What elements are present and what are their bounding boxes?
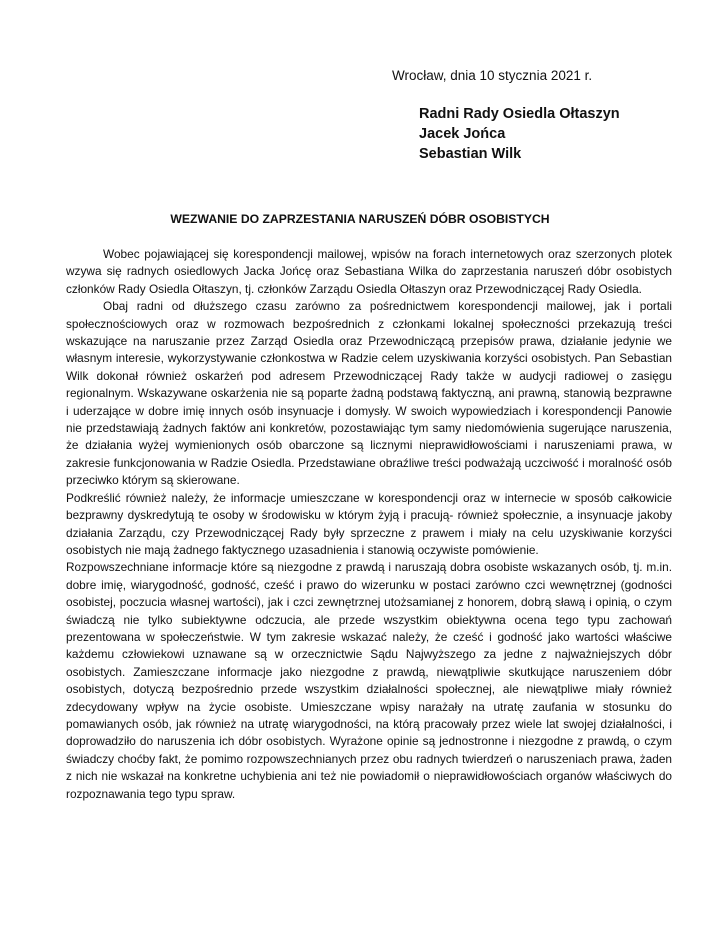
date-line: Wrocław, dnia 10 stycznia 2021 r. bbox=[392, 68, 593, 83]
body-paragraph-2: Obaj radni od dłuższego czasu zarówno za pośrednictwem korespondencji mailowej, jak i portali społecznościowych oraz w rozmowach bezpośrednich z członkami lokalnej społeczności przekazują treści wskazujące na naruszanie przez Zarząd Osiedla oraz Przewodniczącą przepisów prawa, działanie jedynie we własnym interesie, wykorzystywanie członkostwa w Radzie celem uzyskiwania korzyści osobistych. Pan Sebastian Wilk dokonał również oskarżeń pod adresem Przewodniczącej Rady także w audycji radiowej o zasięgu regionalnym. Wskazywane oskarżenia nie są poparte żadną podstawą faktyczną, ani prawną, stanowią bezprawne i uderzające w dobre imię innych osób insynuacje i domysły. W swoich wypowiedziach i korespondencji Panowie nie przedstawiają żadnych faktów ani konkretów, pozostawiając tym samy niedomówienia sugerujące naruszenia, że działania wyżej wymienionych osób obarczone są licznymi nieprawidłowościami i naruszeniami prawa, w zakresie funkcjonowania w Radzie Osiedla. Przedstawiane obraźliwe treści podważają uczciwość i moralność osób przeciwko którym są skierowane. bbox=[66, 299, 672, 488]
recipient-sebastian-wilk: Sebastian Wilk bbox=[419, 146, 522, 162]
letter-body bbox=[66, 246, 672, 803]
body-paragraph-3: Podkreślić również należy, że informacje umieszczane w korespondencji oraz w internecie w sposób całkowicie bezprawny dyskredytują te osoby w środowisku w którym żyją i pracują- również społecznie, a insynuacje jakoby działania Zarządu, czy Przewodniczącej Rady były sprzeczne z prawem i miały na celu uzyskiwanie korzyści osobistych nie mają żadnego faktycznego uzasadnienia i stanowią oczywiste pomówienie. bbox=[66, 490, 672, 557]
letter-title: WEZWANIE DO ZAPRZESTANIA NARUSZEŃ DÓBR OSOBISTYCH bbox=[170, 212, 550, 226]
recipient-jacek-jonca: Jacek Jońca bbox=[419, 126, 506, 142]
body-paragraph-1: Wobec pojawiającej się korespondencji mailowej, wpisów na forach internetowych oraz szerzonych plotek wzywa się radnych osiedlowych Jacka Jońcę oraz Sebastiana Wilka do zaprzestania naruszeń dóbr osobistych członków Rady Osiedla Ołtaszyn, tj. członków Zarządu Osiedla Ołtaszyn oraz Przewodniczącej Rady Osiedla. bbox=[66, 247, 672, 296]
recipient-council: Radni Rady Osiedla Ołtaszyn bbox=[419, 106, 620, 122]
recipients-block bbox=[419, 104, 620, 164]
body-paragraph-4: Rozpowszechniane informacje które są niezgodne z prawdą i naruszają dobra osobiste wskazanych osób, tj. m.in. dobre imię, wiarygodność, godność, cześć i prawo do wizerunku w postaci zarówno czci wewnętrznej (godności osobistej, poczucia własnej wartości), jak i czci zewnętrznej utożsamianej z honorem, dobrą sławą i opinią, o czym świadczą nie tylko subiektywne odczucia, ale przede wszystkim obiektywna ocena tego typu zachowań prezentowana w społeczeństwie. W tym zakresie wskazać należy, że cześć i godność jako wartości właściwe każdemu człowiekowi uznawane są w orzecznictwie Sądu Najwyższego za jedne z najważniejszych dóbr osobistych. Zamieszczane informacje jako niezgodne z prawdą, niewątpliwie skutkujące naruszeniem dóbr osobistych, dotyczą bezpośrednio przede wszystkim działalności społecznej, ale niewątpliwe miały również zdecydowany wpływ na życie osobiste. Umieszczane wpisy narażały na utratę zaufania w stosunku do pomawianych osób, jak również na utratę wiarygodności, na którą pracowały przez wiele lat swojej działalności, i doprowadziło do naruszenia ich dóbr osobistych. Wyrażone opinie są jednostronne i niezgodne z prawdą, o czym świadczy choćby fakt, że pomimo rozpowszechnianych przez obu radnych twierdzeń o naruszeniach prawa, żaden z nich nie wskazał na konkretne uchybienia ani też nie powiadomił o nieprawidłowościach organów właściwych do rozpoznawania tego typu spraw. bbox=[66, 560, 672, 801]
